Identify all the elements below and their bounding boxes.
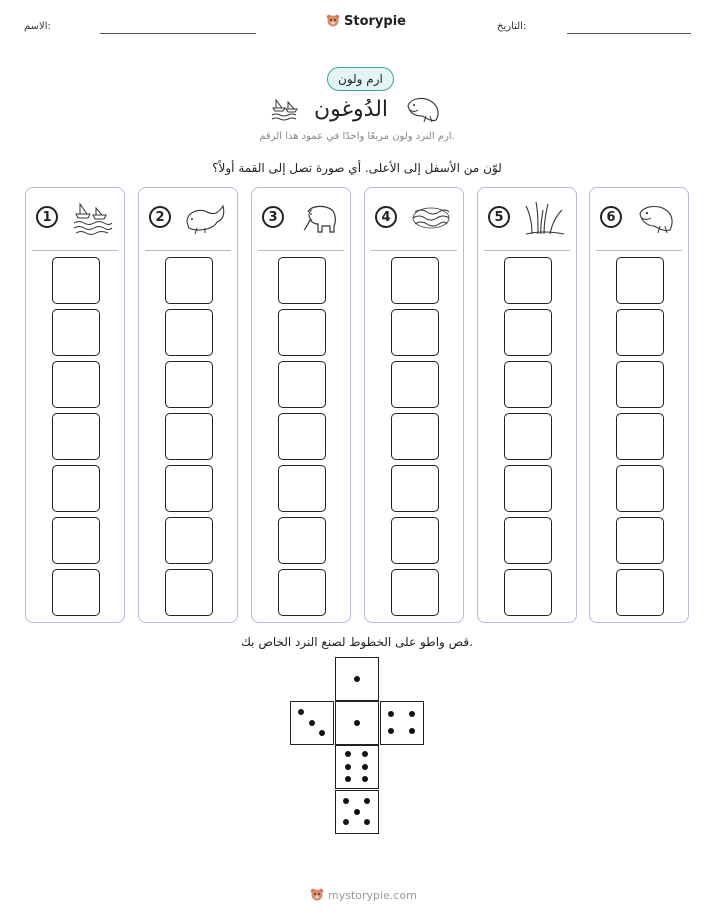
subtitle: ارم النرد ولون مربعًا واحدًا في عمود هذا الرقم. [259,131,455,142]
color-square[interactable] [616,465,664,512]
dice-face [290,701,334,745]
color-square[interactable] [52,517,100,564]
date-field-line[interactable] [567,33,691,34]
color-square[interactable] [278,569,326,616]
dugong-face-icon [634,200,678,236]
color-square[interactable] [616,413,664,460]
race-column-1 [25,187,125,623]
color-square[interactable] [504,257,552,304]
color-square[interactable] [391,517,439,564]
color-square[interactable] [278,309,326,356]
color-square[interactable] [165,309,213,356]
color-square[interactable] [165,465,213,512]
dice-pip [409,728,415,734]
color-square[interactable] [616,257,664,304]
footer-url[interactable]: mystorypie.com [328,888,417,902]
dice-pip [343,819,349,825]
column-divider [32,250,118,251]
dice-face [335,701,379,745]
seagrass-icon [522,200,566,236]
dice-pip [354,809,360,815]
dice-pip [354,720,360,726]
race-column-4 [364,187,464,623]
brand-name: Storypie [344,13,406,29]
dice-face [335,790,379,834]
color-square[interactable] [616,361,664,408]
dice-pip [319,730,325,736]
dice-instruction: قص واطو على الخطوط لصنع النرد الخاص بك. [241,635,473,649]
color-square[interactable] [278,257,326,304]
race-column-6 [589,187,689,623]
date-label: التاريخ: [497,21,527,32]
dice-pip [388,728,394,734]
dice-face [335,745,379,789]
dice-pip [364,798,370,804]
color-square[interactable] [52,465,100,512]
color-square[interactable] [616,517,664,564]
column-divider [596,250,682,251]
manatee-icon [183,200,227,236]
color-square[interactable] [504,361,552,408]
color-square[interactable] [278,361,326,408]
color-square[interactable] [52,257,100,304]
dice-pip [362,776,368,782]
race-column-2 [138,187,238,623]
color-square[interactable] [52,361,100,408]
color-square[interactable] [391,413,439,460]
color-square[interactable] [391,361,439,408]
column-number: 6 [600,206,622,228]
column-divider [484,250,570,251]
column-number: 2 [149,206,171,228]
column-divider [145,250,231,251]
color-square[interactable] [504,569,552,616]
dice-pip [362,764,368,770]
column-number: 4 [375,206,397,228]
page-title [270,94,442,124]
color-square[interactable] [278,413,326,460]
instruction: لوّن من الأسفل إلى الأعلى. أي صورة تصل إلى القمة أولاً؟ [212,161,502,175]
color-square[interactable] [278,517,326,564]
color-square[interactable] [616,309,664,356]
name-field-line[interactable] [100,33,256,34]
footer [310,887,417,903]
color-square[interactable] [165,569,213,616]
dice-pip [354,676,360,682]
dice-pip [362,751,368,757]
bear-icon [326,13,340,29]
color-square[interactable] [504,309,552,356]
column-divider [371,250,457,251]
water-waves-icon [409,200,453,236]
race-column-5 [477,187,577,623]
activity-badge: ارم ولون [327,67,394,91]
brand-logo [326,13,406,29]
color-square[interactable] [52,569,100,616]
color-square[interactable] [165,361,213,408]
dice-pip [388,711,394,717]
color-square[interactable] [52,309,100,356]
color-square[interactable] [616,569,664,616]
boats-icon [270,96,300,122]
bear-icon [310,887,324,903]
color-square[interactable] [278,465,326,512]
dice-pip [309,720,315,726]
color-square[interactable] [165,413,213,460]
color-square[interactable] [165,257,213,304]
dice-pip [298,709,304,715]
column-number: 3 [262,206,284,228]
boats-on-water-icon [70,200,114,236]
column-number: 1 [36,206,58,228]
dice-pip [343,798,349,804]
title-text: الدُوغون [314,96,389,122]
color-square[interactable] [391,569,439,616]
color-square[interactable] [52,413,100,460]
color-square[interactable] [165,517,213,564]
dice-pip [345,776,351,782]
dice-face [380,701,424,745]
color-square[interactable] [391,309,439,356]
name-label: الاسم: [24,21,51,32]
column-divider [258,250,344,251]
race-column-3 [251,187,351,623]
dice-pip [409,711,415,717]
dice-pip [345,751,351,757]
dice-pip [345,764,351,770]
dugong-icon [402,94,442,124]
color-square[interactable] [504,465,552,512]
color-square[interactable] [391,465,439,512]
dice-pip [364,819,370,825]
color-square[interactable] [391,257,439,304]
elephant-icon [296,200,340,236]
column-number: 5 [488,206,510,228]
color-square[interactable] [504,517,552,564]
dice-face [335,657,379,701]
color-square[interactable] [504,413,552,460]
